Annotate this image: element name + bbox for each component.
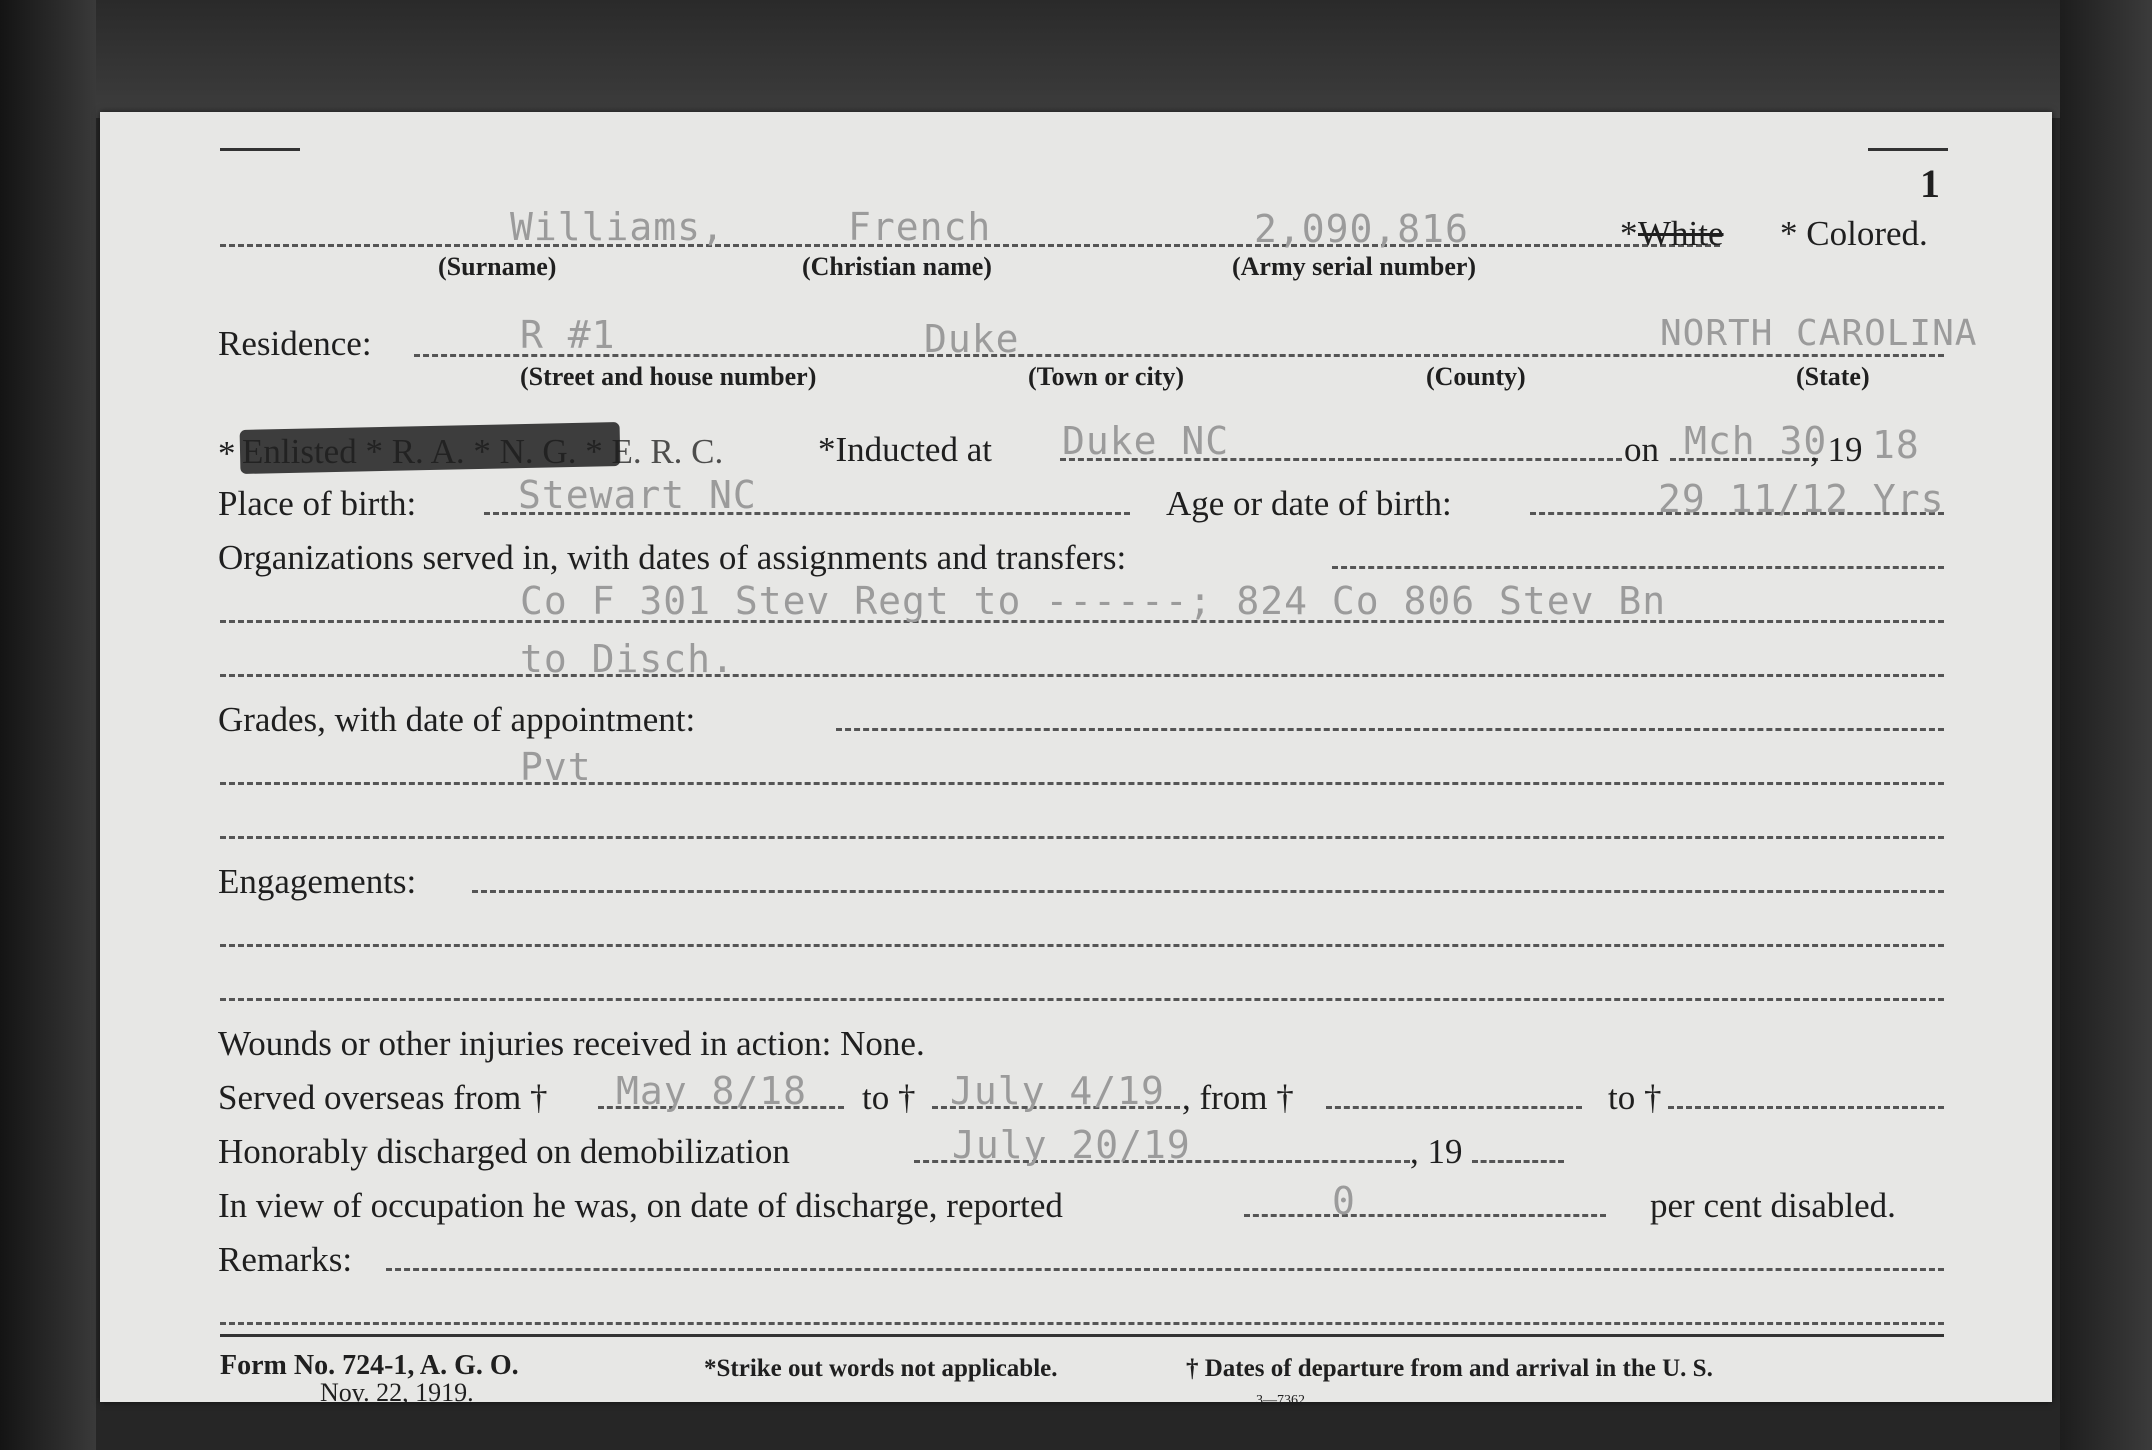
served-overseas-label: Served overseas from † — [218, 1078, 548, 1117]
christian-name-caption: (Christian name) — [802, 252, 992, 281]
scan-border-top — [96, 0, 2060, 118]
discharge-label: Honorably discharged on demobilization — [218, 1132, 790, 1171]
town-caption: (Town or city) — [1028, 362, 1184, 391]
scan-border-left — [0, 0, 96, 1450]
organizations-value-line1: Co F 301 Stev Regt to ------; 824 Co 806 Stev Bn — [520, 579, 1667, 623]
card-number: 1 — [1920, 161, 1940, 206]
residence-label: Residence: — [218, 324, 372, 363]
race-colored: * Colored. — [1780, 214, 1928, 253]
discharge-date-value: July 20/19 — [952, 1123, 1191, 1167]
street-caption: (Street and house number) — [520, 362, 817, 391]
organizations-label: Organizations served in, with dates of assignments and transfers: — [218, 538, 1127, 577]
state-caption: (State) — [1796, 362, 1870, 391]
serial-number-caption: (Army serial number) — [1232, 252, 1477, 281]
inducted-at-label: *Inducted at — [818, 430, 992, 469]
residence-street-value: R #1 — [520, 313, 616, 357]
overseas-from2-line — [1326, 1106, 1582, 1109]
inducted-place-value: Duke NC — [1062, 419, 1230, 463]
discharge-year-label: , 19 — [1410, 1132, 1463, 1171]
residence-town-value: Duke — [924, 317, 1020, 361]
organizations-line-1 — [1332, 566, 1944, 569]
overseas-from-value: May 8/18 — [616, 1069, 808, 1113]
surname-caption: (Surname) — [438, 252, 557, 281]
printer-code: 3—7362 — [1256, 1393, 1305, 1408]
footer-rule — [220, 1334, 1944, 1337]
race-star: * — [1620, 214, 1638, 253]
strike-out-note: *Strike out words not applicable. — [704, 1355, 1058, 1382]
grades-value: Pvt — [520, 745, 592, 789]
overseas-to2-label: to † — [1608, 1078, 1662, 1117]
organizations-line-3 — [220, 674, 1944, 677]
county-caption: (County) — [1426, 362, 1526, 391]
wounds-label: Wounds or other injuries received in action: None. — [218, 1024, 925, 1063]
grades-label: Grades, with date of appointment: — [218, 700, 696, 739]
inducted-on-label: on — [1624, 430, 1659, 469]
form-number: Form No. 724-1, A. G. O. — [220, 1350, 519, 1381]
engagements-label: Engagements: — [218, 862, 417, 901]
struck-enlistment-options: Enlisted * R. A. * N. G. * E. R. C. — [242, 432, 724, 471]
overseas-to2-line — [1668, 1106, 1944, 1109]
inducted-year-value: 18 — [1872, 423, 1920, 467]
disability-value: 0 — [1332, 1179, 1356, 1223]
discharge-year-line — [1472, 1160, 1564, 1163]
service-record-card — [100, 112, 2052, 1408]
top-right-rule — [1868, 148, 1948, 151]
grades-line-2 — [220, 782, 1944, 785]
disability-suffix: per cent disabled. — [1650, 1186, 1896, 1225]
disability-label: In view of occupation he was, on date of discharge, reported — [218, 1186, 1063, 1225]
overseas-from2-label: , from † — [1182, 1078, 1294, 1117]
age-label: Age or date of birth: — [1166, 484, 1452, 523]
remarks-line-2 — [220, 1322, 1944, 1325]
induction-star: * — [218, 434, 236, 473]
age-value: 29 11/12 Yrs — [1658, 477, 1945, 521]
remarks-label: Remarks: — [218, 1240, 353, 1279]
grades-line-3 — [220, 836, 1944, 839]
engagements-line-2 — [220, 944, 1944, 947]
inducted-year-prefix: , 19 — [1810, 430, 1863, 469]
race-white-struck: White — [1638, 214, 1724, 253]
scan-border-right — [2060, 0, 2152, 1450]
grades-line-1 — [836, 728, 1944, 731]
engagements-line-1 — [472, 890, 1944, 893]
serial-number-value: 2,090,816 — [1254, 207, 1469, 251]
disability-line — [1244, 1214, 1606, 1217]
inducted-date-value: Mch 30 — [1684, 419, 1828, 463]
residence-line — [414, 354, 1944, 357]
residence-state-value: NORTH CAROLINA — [1660, 313, 1978, 354]
surname-value: Williams, — [510, 205, 725, 249]
dates-note: † Dates of departure from and arrival in the U. S. — [1186, 1355, 1713, 1382]
organizations-value-line2: to Disch. — [520, 637, 735, 681]
remarks-line-1 — [386, 1268, 1944, 1271]
place-of-birth-label: Place of birth: — [218, 484, 417, 523]
christian-name-value: French — [848, 205, 992, 249]
engagements-line-3 — [220, 998, 1944, 1001]
overseas-to-label: to † — [862, 1078, 916, 1117]
form-date: Nov. 22, 1919. — [320, 1378, 474, 1407]
overseas-to-value: July 4/19 — [950, 1069, 1165, 1113]
top-left-rule — [220, 148, 300, 151]
place-of-birth-value: Stewart NC — [518, 473, 757, 517]
